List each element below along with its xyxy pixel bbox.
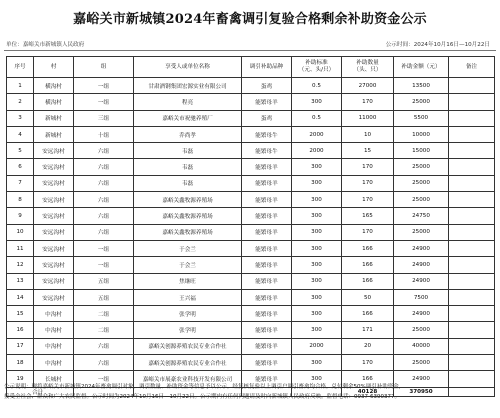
cell-amount: 13500 <box>394 78 449 94</box>
cell-amount: 24750 <box>394 208 449 224</box>
subsidy-table <box>6 56 495 397</box>
cell-breed: 能繁母羊 <box>242 257 292 273</box>
cell-standard: 2000 <box>292 338 342 354</box>
cell-index: 3 <box>7 110 34 126</box>
cell-group: 一组 <box>74 240 134 256</box>
cell-standard: 0.5 <box>292 78 342 94</box>
cell-remark <box>449 306 495 322</box>
cell-group: 五组 <box>74 289 134 305</box>
cell-standard: 300 <box>292 159 342 175</box>
cell-amount: 24900 <box>394 240 449 256</box>
table-header-row <box>7 57 495 78</box>
page-title: 嘉峪关市新城镇2024年畜禽调引复验合格剩余补助资金公示 <box>73 12 427 27</box>
cell-remark <box>449 159 495 175</box>
cell-index: 14 <box>7 289 34 305</box>
cell-index: 13 <box>7 273 34 289</box>
cell-name: 焦继旺 <box>134 273 242 289</box>
cell-quantity: 11000 <box>342 110 394 126</box>
cell-amount: 40000 <box>394 338 449 354</box>
table-row <box>7 289 495 305</box>
cell-quantity: 170 <box>342 192 394 208</box>
cell-remark <box>449 143 495 159</box>
header-standard: 补助标准 （元、头/只） <box>292 57 342 78</box>
cell-breed: 能繁母羊 <box>242 322 292 338</box>
cell-remark <box>449 224 495 240</box>
table-row <box>7 78 495 94</box>
cell-index: 17 <box>7 338 34 354</box>
cell-amount: 24900 <box>394 273 449 289</box>
table-row <box>7 143 495 159</box>
cell-quantity: 170 <box>342 224 394 240</box>
cell-group: 六组 <box>74 159 134 175</box>
cell-remark <box>449 110 495 126</box>
table-row <box>7 355 495 371</box>
table-row <box>7 192 495 208</box>
cell-standard: 300 <box>292 192 342 208</box>
cell-village: 安远沟村 <box>34 192 74 208</box>
cell-standard: 300 <box>292 273 342 289</box>
cell-village: 中沟村 <box>34 322 74 338</box>
table-row <box>7 273 495 289</box>
cell-group: 三组 <box>74 110 134 126</box>
cell-group: 十组 <box>74 126 134 142</box>
cell-village: 横沟村 <box>34 78 74 94</box>
cell-village: 长城村 <box>34 371 74 387</box>
unit-line: 单位：嘉峪关市新城镇人民政府 <box>6 42 85 48</box>
cell-remark <box>449 322 495 338</box>
cell-name: 乔尚孝 <box>134 126 242 142</box>
cell-group: 六组 <box>74 224 134 240</box>
cell-remark <box>449 94 495 110</box>
cell-quantity: 170 <box>342 94 394 110</box>
cell-quantity: 170 <box>342 355 394 371</box>
cell-breed: 蛋鸡 <box>242 110 292 126</box>
cell-name: 程亮 <box>134 94 242 110</box>
cell-index: 18 <box>7 355 34 371</box>
cell-standard: 2000 <box>292 143 342 159</box>
cell-remark <box>449 240 495 256</box>
table-row <box>7 175 495 191</box>
cell-index: 10 <box>7 224 34 240</box>
table-row <box>7 94 495 110</box>
notice-line: 公示说明：现将嘉峪关市新城镇2024年畜禽调引对象、调引数量、补助资金等信息予以公示，经复核复验以上调引户调引畜禽均合格，兑付剩余50%调引补助资金， <box>4 384 405 390</box>
cell-standard: 300 <box>292 289 342 305</box>
cell-quantity: 166 <box>342 240 394 256</box>
cell-group: 二组 <box>74 306 134 322</box>
table-row <box>7 208 495 224</box>
cell-breed: 能繁母羊 <box>242 240 292 256</box>
cell-amount: 25000 <box>394 192 449 208</box>
header-divider <box>4 50 496 51</box>
cell-name: 于会兰 <box>134 240 242 256</box>
cell-quantity: 27000 <box>342 78 394 94</box>
cell-index: 4 <box>7 126 34 142</box>
cell-remark <box>449 192 495 208</box>
table-row <box>7 338 495 354</box>
cell-quantity: 10 <box>342 126 394 142</box>
cell-index: 2 <box>7 94 34 110</box>
period-line: 公示时间：2024年10月16日—10月22日 <box>385 42 490 48</box>
cell-index: 7 <box>7 175 34 191</box>
cell-group: 六组 <box>74 355 134 371</box>
cell-village: 中沟村 <box>34 338 74 354</box>
cell-amount: 25000 <box>394 159 449 175</box>
cell-amount: 15000 <box>394 143 449 159</box>
cell-index: 6 <box>7 159 34 175</box>
table-row <box>7 110 495 126</box>
cell-amount: 24900 <box>394 371 449 387</box>
cell-breed: 能繁母羊 <box>242 338 292 354</box>
cell-group: 六组 <box>74 338 134 354</box>
header-amount: 补助金额（元） <box>394 57 449 78</box>
cell-index: 8 <box>7 192 34 208</box>
cell-remark <box>449 289 495 305</box>
cell-name: 韦磊 <box>134 143 242 159</box>
cell-village: 中沟村 <box>34 306 74 322</box>
cell-standard: 300 <box>292 257 342 273</box>
cell-breed: 能繁母羊 <box>242 224 292 240</box>
total-label: 合计 <box>7 387 74 396</box>
cell-name: 甘肃酒钢集团宏源实业有限公司 <box>134 78 242 94</box>
cell-breed: 能繁母羊 <box>242 192 292 208</box>
cell-quantity: 166 <box>342 273 394 289</box>
cell-standard: 300 <box>292 355 342 371</box>
header-name: 享受人或单位名称 <box>134 57 242 78</box>
cell-name: 嘉峪关鑫牧源养殖场 <box>134 192 242 208</box>
cell-village: 新城村 <box>34 110 74 126</box>
cell-breed: 能繁母羊 <box>242 371 292 387</box>
cell-amount: 25000 <box>394 175 449 191</box>
cell-village: 安远沟村 <box>34 175 74 191</box>
cell-name: 嘉峪关创源养殖农民专业合作社 <box>134 355 242 371</box>
cell-index: 19 <box>7 371 34 387</box>
table-row <box>7 257 495 273</box>
cell-amount: 10000 <box>394 126 449 142</box>
cell-village: 安远沟村 <box>34 257 74 273</box>
table-row <box>7 240 495 256</box>
cell-group: 一组 <box>74 371 134 387</box>
notice-line: 接受全社会、群众和广大农民监督。公示时间为2024年10月16日—10月22日。公示期内有任何问题请及时向新城镇人民政府反映。监督电话：0937-6390377。 <box>4 394 400 400</box>
total-amount: 370950 <box>394 387 449 396</box>
cell-quantity: 171 <box>342 322 394 338</box>
cell-village: 安远沟村 <box>34 240 74 256</box>
cell-index: 9 <box>7 208 34 224</box>
cell-name: 韦磊 <box>134 159 242 175</box>
table-body <box>7 78 495 388</box>
cell-remark <box>449 175 495 191</box>
table-row <box>7 322 495 338</box>
cell-standard: 0.5 <box>292 110 342 126</box>
cell-breed: 能繁母羊 <box>242 289 292 305</box>
cell-quantity: 15 <box>342 143 394 159</box>
cell-remark <box>449 78 495 94</box>
cell-breed: 能繁母牛 <box>242 143 292 159</box>
cell-remark <box>449 126 495 142</box>
cell-standard: 300 <box>292 240 342 256</box>
table-row <box>7 126 495 142</box>
cell-group: 一组 <box>74 257 134 273</box>
cell-standard: 300 <box>292 175 342 191</box>
cell-index: 12 <box>7 257 34 273</box>
cell-breed: 蛋鸡 <box>242 78 292 94</box>
cell-amount: 24900 <box>394 257 449 273</box>
cell-quantity: 20 <box>342 338 394 354</box>
cell-amount: 24900 <box>394 306 449 322</box>
cell-breed: 能繁母羊 <box>242 175 292 191</box>
cell-village: 安远沟村 <box>34 224 74 240</box>
cell-remark <box>449 257 495 273</box>
cell-breed: 能繁母羊 <box>242 273 292 289</box>
cell-group: 五组 <box>74 273 134 289</box>
cell-quantity: 166 <box>342 257 394 273</box>
cell-group: 六组 <box>74 192 134 208</box>
cell-name: 嘉峪关鑫牧源养殖场 <box>134 224 242 240</box>
cell-quantity: 166 <box>342 306 394 322</box>
cell-breed: 能繁母羊 <box>242 208 292 224</box>
total-quantity: 40128 <box>342 387 394 396</box>
header-remark: 备注 <box>449 57 495 78</box>
header-group: 组 <box>74 57 134 78</box>
cell-amount: 25000 <box>394 224 449 240</box>
cell-amount: 25000 <box>394 322 449 338</box>
cell-amount: 7500 <box>394 289 449 305</box>
cell-breed: 能繁母羊 <box>242 159 292 175</box>
cell-quantity: 165 <box>342 208 394 224</box>
cell-amount: 25000 <box>394 355 449 371</box>
notice-text <box>4 382 494 402</box>
header-quantity: 补助数量 （头、只） <box>342 57 394 78</box>
cell-village: 安远沟村 <box>34 208 74 224</box>
cell-quantity: 170 <box>342 159 394 175</box>
cell-index: 11 <box>7 240 34 256</box>
cell-village: 安远沟村 <box>34 289 74 305</box>
cell-index: 1 <box>7 78 34 94</box>
header-village: 村 <box>34 57 74 78</box>
cell-standard: 2000 <box>292 126 342 142</box>
cell-name: 嘉峪关创源养殖农民专业合作社 <box>134 338 242 354</box>
cell-name: 王兴福 <box>134 289 242 305</box>
cell-village: 安远沟村 <box>34 143 74 159</box>
cell-group: 六组 <box>74 143 134 159</box>
cell-group: 一组 <box>74 78 134 94</box>
cell-index: 16 <box>7 322 34 338</box>
cell-standard: 300 <box>292 322 342 338</box>
cell-breed: 能繁母羊 <box>242 306 292 322</box>
cell-breed: 能繁母羊 <box>242 355 292 371</box>
cell-name: 于会兰 <box>134 257 242 273</box>
cell-breed: 能繁母羊 <box>242 94 292 110</box>
cell-standard: 300 <box>292 94 342 110</box>
cell-remark <box>449 273 495 289</box>
cell-standard: 300 <box>292 306 342 322</box>
cell-amount: 5500 <box>394 110 449 126</box>
cell-group: 一组 <box>74 94 134 110</box>
cell-name: 嘉峪关市展豪农业科技开发有限公司 <box>134 371 242 387</box>
cell-village: 新城村 <box>34 126 74 142</box>
cell-quantity: 50 <box>342 289 394 305</box>
cell-name: 嘉峪关市祝驰养殖厂 <box>134 110 242 126</box>
cell-amount: 25000 <box>394 94 449 110</box>
table-row <box>7 306 495 322</box>
cell-village: 安远沟村 <box>34 159 74 175</box>
cell-quantity: 166 <box>342 371 394 387</box>
cell-name: 张学明 <box>134 322 242 338</box>
cell-village: 中沟村 <box>34 355 74 371</box>
table-row <box>7 159 495 175</box>
table-row <box>7 224 495 240</box>
cell-group: 六组 <box>74 208 134 224</box>
cell-group: 六组 <box>74 175 134 191</box>
cell-breed: 能繁母牛 <box>242 126 292 142</box>
cell-remark <box>449 208 495 224</box>
cell-village: 横沟村 <box>34 94 74 110</box>
cell-name: 嘉峪关鑫牧源养殖场 <box>134 208 242 224</box>
header-breed: 调引补助品种 <box>242 57 292 78</box>
cell-standard: 300 <box>292 208 342 224</box>
cell-quantity: 170 <box>342 175 394 191</box>
cell-village: 安远沟村 <box>34 273 74 289</box>
cell-group: 二组 <box>74 322 134 338</box>
cell-name: 张学明 <box>134 306 242 322</box>
cell-standard: 300 <box>292 371 342 387</box>
cell-remark <box>449 338 495 354</box>
cell-standard: 300 <box>292 224 342 240</box>
header-index: 序号 <box>7 57 34 78</box>
cell-name: 韦磊 <box>134 175 242 191</box>
cell-index: 15 <box>7 306 34 322</box>
cell-index: 5 <box>7 143 34 159</box>
cell-remark <box>449 355 495 371</box>
